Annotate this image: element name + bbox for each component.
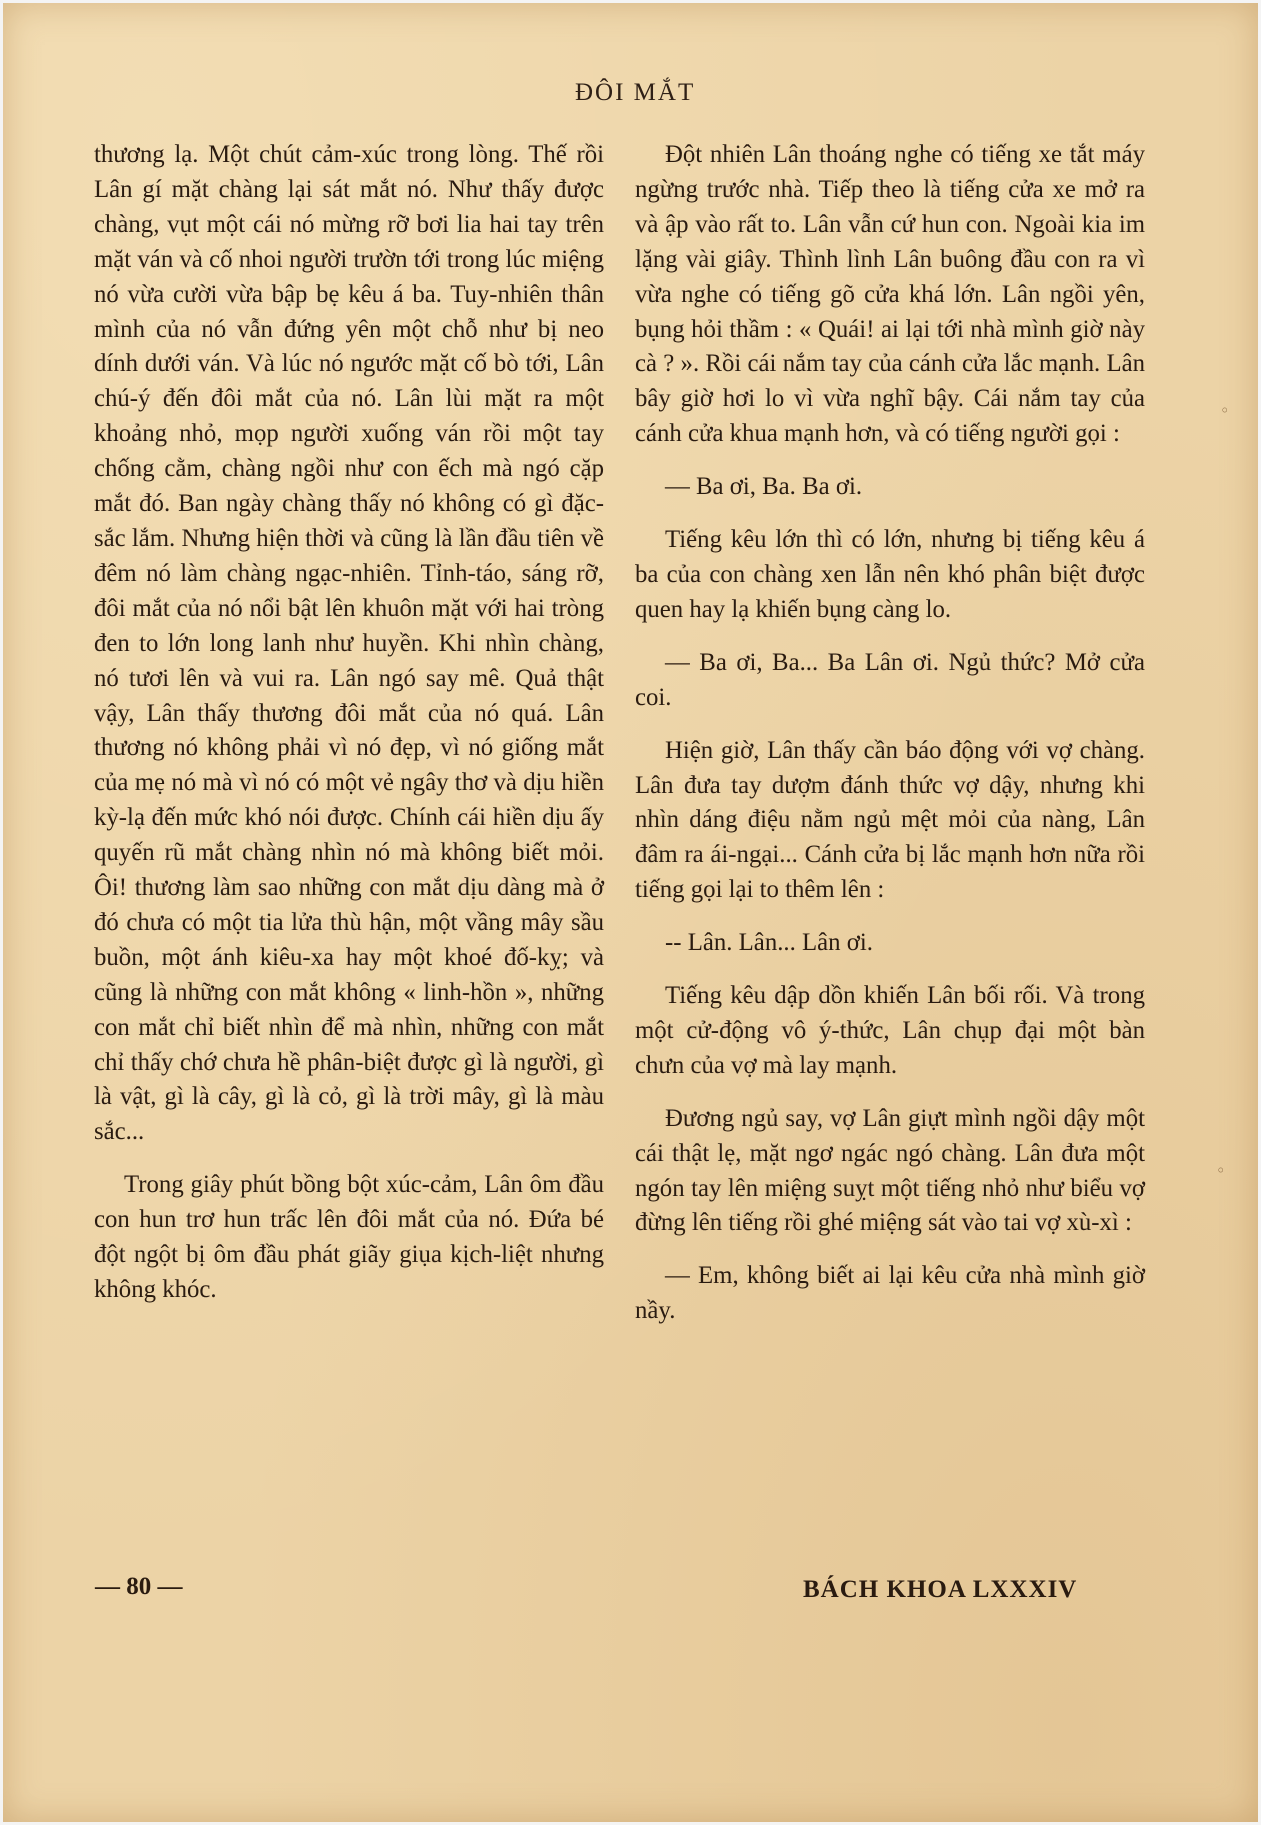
paragraph: Trong giây phút bồng bột xúc-cảm, Lân ôm đầu con hun trơ hun trấc lên đôi mắt của nó. Đứa bé đột ngột bị ôm đầu phát giãy giụa kịch-liệt nhưng không khóc. <box>94 1171 604 1303</box>
paragraph: Tiếng kêu dập dồn khiến Lân bối rối. Và trong một cử-động vô ý-thức, Lân chụp đại một bàn chưn của vợ mà lay mạnh. <box>635 982 1145 1079</box>
paper-speck: ◦ <box>1220 401 1230 420</box>
book-page <box>3 3 1258 1822</box>
paper-speck: ◦ <box>1216 1161 1226 1180</box>
dialogue-line: — Ba ơi, Ba... Ba Lân ơi. Ngủ thức? Mở cửa coi. <box>635 648 1145 711</box>
paragraph: Đột nhiên Lân thoáng nghe có tiếng xe tắt máy ngừng trước nhà. Tiếp theo là tiếng cửa xe mở ra và ập vào rất to. Lân vẫn cứ hun con. Ngoài kia im lặng vài giây. Thình lình Lân buông đầu con ra vì vừa nghe có tiếng gõ cửa khá lớn. Lân ngồi yên, bụng hỏi thầm : « Quái! ai lại tới nhà mình giờ này cà ? ». Rồi cái nắm tay của cánh cửa lắc mạnh. Lân bây giờ hơi lo vì vừa nghĩ bậy. Cái nắm tay của cánh cửa khua mạnh hơn, và có tiếng người gọi : <box>635 141 1145 448</box>
dialogue-line: — Em, không biết ai lại kêu cửa nhà mình giờ nầy. <box>635 1262 1145 1325</box>
journal-name: BÁCH KHOA LXXXIV <box>803 1576 1078 1603</box>
dialogue-line: — Ba ơi, Ba. Ba ơi. <box>665 473 863 501</box>
running-title: ĐÔI MẮT <box>575 79 696 106</box>
paragraph: Đương ngủ say, vợ Lân giựt mình ngồi dậy một cái thật lẹ, mặt ngơ ngác ngó chàng. Lân đưa một ngón tay lên miệng suỵt một tiếng nhỏ như biểu vợ đừng lên tiếng rồi ghé miệng sát vào tai vợ xù-xì : <box>635 1104 1145 1237</box>
paragraph: thương lạ. Một chút cảm-xúc trong lòng. Thế rồi Lân gí mặt chàng lại sát mắt nó. Như thấy được chàng, vụt một cái nó mừng rỡ bơi lia hai tay trên mặt ván và cố nhoi người trườn tới trong lúc miệng nó vừa cười vừa bập bẹ kêu á ba. Tuy-nhiên thân mình của nó vẫn đứng yên một chỗ như bị neo dính dưới ván. Và lúc nó ngước mặt cố bò tới, Lân chú-ý đến đôi mắt của nó. Lân lùi mặt ra một khoảng nhỏ, mọp người xuống ván rồi một tay chống cằm, chàng ngồi như con ếch mà ngó cặp mắt đó. Ban ngày chàng thấy nó không có gì đặc-sắc lắm. Nhưng hiện thời và cũng là lần đầu tiên về đêm nó làm chàng ngạc-nhiên. Tỉnh-táo, sáng rỡ, đôi mắt của nó nổi bật lên khuôn mặt với hai tròng đen to lớn long lanh như huyền. Khi nhìn chàng, nó tươi lên và vui ra. Lân ngó say mê. Quả thật vậy, Lân thấy thương đôi mắt của nó quá. Lân thương nó không phải vì nó đẹp, vì nó giống mắt của mẹ nó mà vì nó có một vẻ ngây thơ và dịu hiền kỳ-lạ đến mức khó nói được. Chính cái hiền dịu ấy quyến rũ mắt chàng nhìn nó mà không biết mỏi. Ôi! thương làm sao những con mắt dịu dàng mà ở đó chưa có một tia lửa thù hận, một vầng mây sầu buồn, một ánh kiêu-xa hay một khoé đố-kỵ; và cũng là những con mắt không « linh-hồn », những con mắt chỉ biết nhìn để mà nhìn, những con mắt chỉ thấy chớ chưa hề phân-biệt được gì là người, gì là vật, gì là cây, gì là cỏ, gì là trời mây, gì là màu sắc... <box>94 141 604 1146</box>
left-column <box>94 138 604 1308</box>
paragraph: Hiện giờ, Lân thấy cần báo động với vợ chàng. Lân đưa tay dượm đánh thức vợ dậy, nhưng khi nhìn dáng điệu nằm ngủ mệt mỏi của nàng, Lân đâm ra ái-ngại... Cánh cửa bị lắc mạnh hơn nữa rồi tiếng gọi lại to thêm lên : <box>635 736 1145 904</box>
page-number: — 80 — <box>95 1573 183 1600</box>
paragraph: Tiếng kêu lớn thì có lớn, nhưng bị tiếng kêu á ba của con chàng xen lẫn nên khó phân biệt được quen hay lạ khiến bụng càng lo. <box>635 526 1145 623</box>
right-column <box>635 138 1145 1329</box>
dialogue-line: -- Lân. Lân... Lân ơi. <box>665 929 873 957</box>
